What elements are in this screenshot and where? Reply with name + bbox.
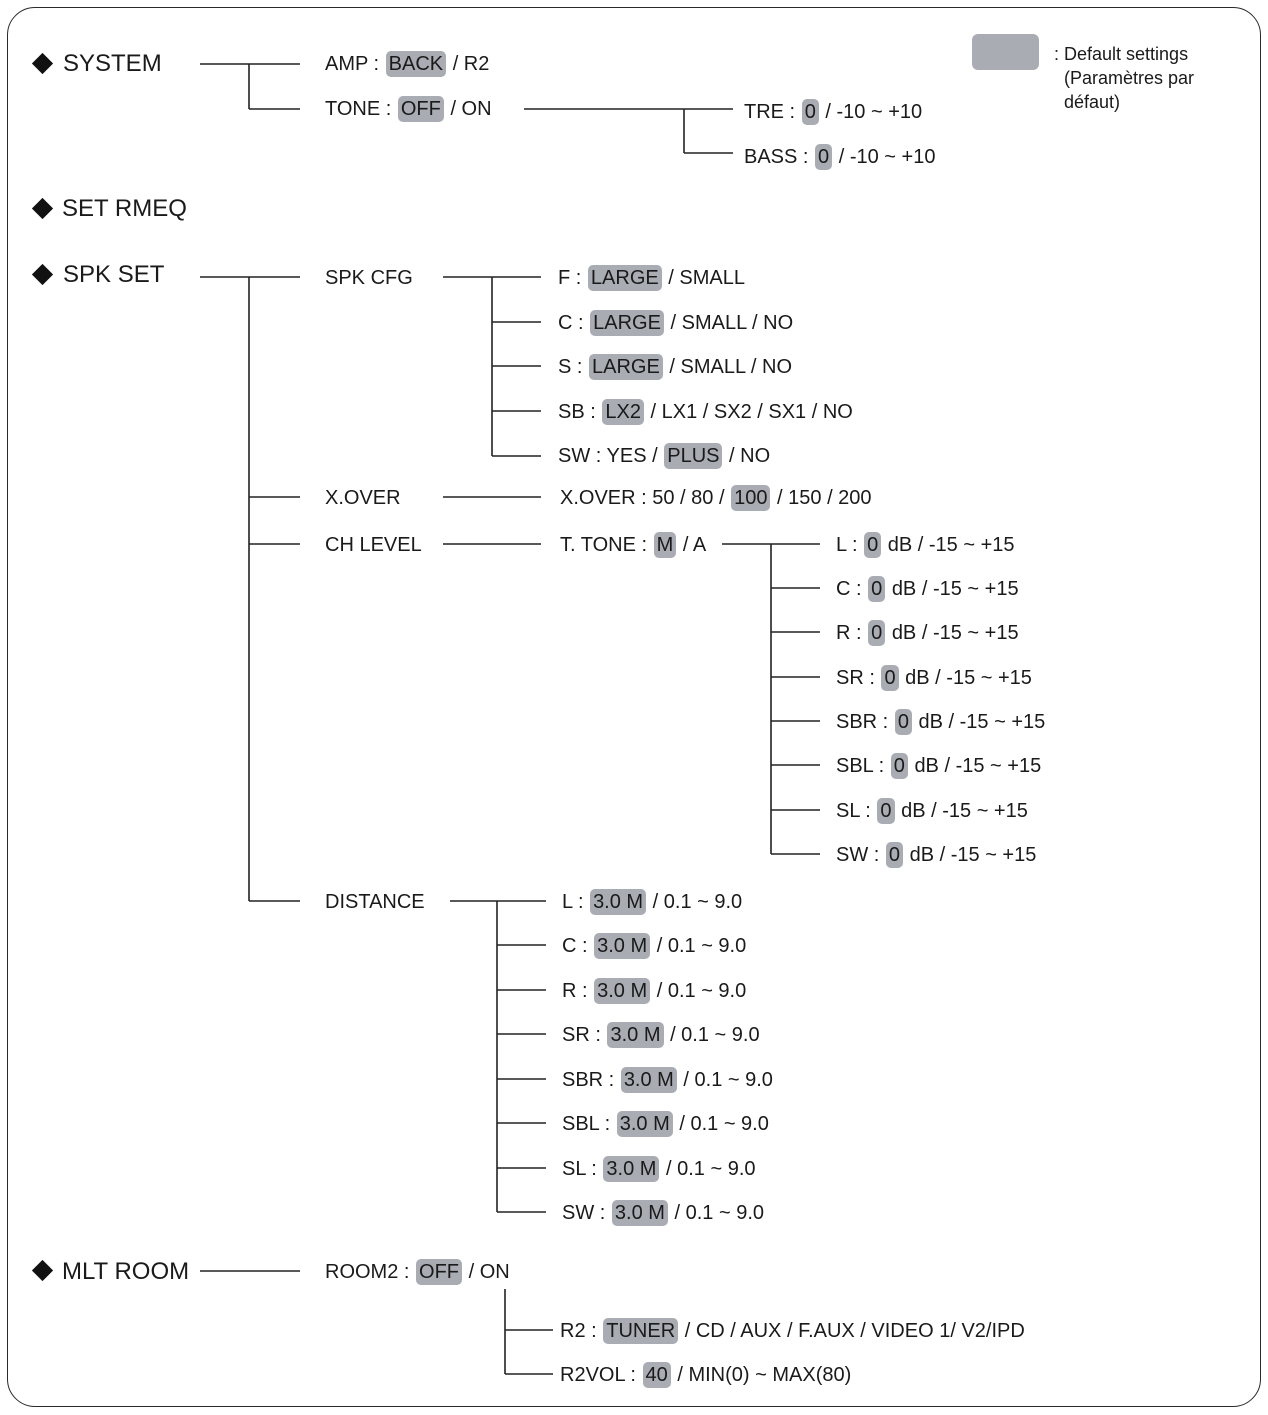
cfg-sw: SW : YES / PLUS / NO xyxy=(558,445,771,467)
legend-line-3: défaut) xyxy=(1064,92,1121,112)
menu-distance: DISTANCE xyxy=(325,891,425,913)
default-value: BACK xyxy=(386,51,446,77)
default-value: 0 xyxy=(886,842,903,868)
option-r2-volume: R2VOL : 40 / MIN(0) ~ MAX(80) xyxy=(560,1364,852,1386)
distance-l: L : 3.0 M / 0.1 ~ 9.0 xyxy=(562,891,743,913)
distance-sr: SR : 3.0 M / 0.1 ~ 9.0 xyxy=(562,1024,760,1046)
default-value: 0 xyxy=(881,665,898,691)
default-value: OFF xyxy=(416,1259,462,1285)
distance-c: C : 3.0 M / 0.1 ~ 9.0 xyxy=(562,935,747,957)
level-r: R : 0 dB / -15 ~ +15 xyxy=(836,622,1019,644)
default-value: LX2 xyxy=(602,399,644,425)
default-value: 0 xyxy=(868,576,885,602)
default-value: 0 xyxy=(877,798,894,824)
option-room2: ROOM2 : OFF / ON xyxy=(325,1261,510,1283)
option-tre: TRE : 0 / -10 ~ +10 xyxy=(744,101,923,123)
cfg-sb: SB : LX2 / LX1 / SX2 / SX1 / NO xyxy=(558,401,853,423)
level-c: C : 0 dB / -15 ~ +15 xyxy=(836,578,1019,600)
distance-r: R : 3.0 M / 0.1 ~ 9.0 xyxy=(562,980,747,1002)
default-value: 0 xyxy=(891,753,908,779)
default-value: 3.0 M xyxy=(594,933,650,959)
default-value: 40 xyxy=(643,1362,671,1388)
test-tone: T. TONE : M / A xyxy=(560,534,707,556)
distance-sl: SL : 3.0 M / 0.1 ~ 9.0 xyxy=(562,1158,756,1180)
distance-sbr: SBR : 3.0 M / 0.1 ~ 9.0 xyxy=(562,1069,773,1091)
default-value: 0 xyxy=(895,709,912,735)
option-bass: BASS : 0 / -10 ~ +10 xyxy=(744,146,936,168)
menu-spk-cfg: SPK CFG xyxy=(325,267,413,289)
legend xyxy=(1054,42,1194,114)
default-value: M xyxy=(654,532,677,558)
default-value: OFF xyxy=(398,96,444,122)
cfg-c: C : LARGE / SMALL / NO xyxy=(558,312,794,334)
default-value: 0 xyxy=(864,532,881,558)
default-value: 0 xyxy=(802,99,819,125)
xover-values: X.OVER : 50 / 80 / 100 / 150 / 200 xyxy=(560,487,872,509)
option-tone: TONE : OFF / ON xyxy=(325,98,492,120)
default-value: 100 xyxy=(731,485,770,511)
legend-swatch xyxy=(972,34,1039,70)
option-r2-source: R2 : TUNER / CD / AUX / F.AUX / VIDEO 1/ V2/IPD xyxy=(560,1320,1025,1342)
default-value: LARGE xyxy=(590,310,664,336)
menu-ch-level: CH LEVEL xyxy=(325,534,422,556)
default-value: 3.0 M xyxy=(590,889,646,915)
option-amp: AMP : BACK / R2 xyxy=(325,53,490,75)
distance-sw: SW : 3.0 M / 0.1 ~ 9.0 xyxy=(562,1202,765,1224)
level-l: L : 0 dB / -15 ~ +15 xyxy=(836,534,1015,556)
cfg-f: F : LARGE / SMALL xyxy=(558,267,745,289)
default-value: 3.0 M xyxy=(617,1111,673,1137)
menu-x-over: X.OVER xyxy=(325,487,401,509)
default-value: PLUS xyxy=(664,443,722,469)
level-sl: SL : 0 dB / -15 ~ +15 xyxy=(836,800,1028,822)
distance-sbl: SBL : 3.0 M / 0.1 ~ 9.0 xyxy=(562,1113,769,1135)
header-spk-set: SPK SET xyxy=(63,261,165,288)
default-value: LARGE xyxy=(588,265,662,291)
level-sr: SR : 0 dB / -15 ~ +15 xyxy=(836,667,1032,689)
default-value: 3.0 M xyxy=(594,978,650,1004)
header-set-rmeq: SET RMEQ xyxy=(62,195,187,222)
header-mlt-room: MLT ROOM xyxy=(62,1258,190,1285)
default-value: 3.0 M xyxy=(612,1200,668,1226)
level-sbl: SBL : 0 dB / -15 ~ +15 xyxy=(836,755,1042,777)
default-value: 3.0 M xyxy=(603,1156,659,1182)
level-sw: SW : 0 dB / -15 ~ +15 xyxy=(836,844,1037,866)
default-value: 0 xyxy=(815,144,832,170)
default-value: LARGE xyxy=(589,354,663,380)
cfg-s: S : LARGE / SMALL / NO xyxy=(558,356,793,378)
level-sbr: SBR : 0 dB / -15 ~ +15 xyxy=(836,711,1046,733)
default-value: 3.0 M xyxy=(607,1022,663,1048)
header-system: SYSTEM xyxy=(63,50,162,77)
default-value: 3.0 M xyxy=(621,1067,677,1093)
default-value: TUNER xyxy=(603,1318,678,1344)
legend-line-2: (Paramètres par xyxy=(1064,68,1195,88)
legend-line-1: : Default settings xyxy=(1054,44,1189,64)
default-value: 0 xyxy=(868,620,885,646)
